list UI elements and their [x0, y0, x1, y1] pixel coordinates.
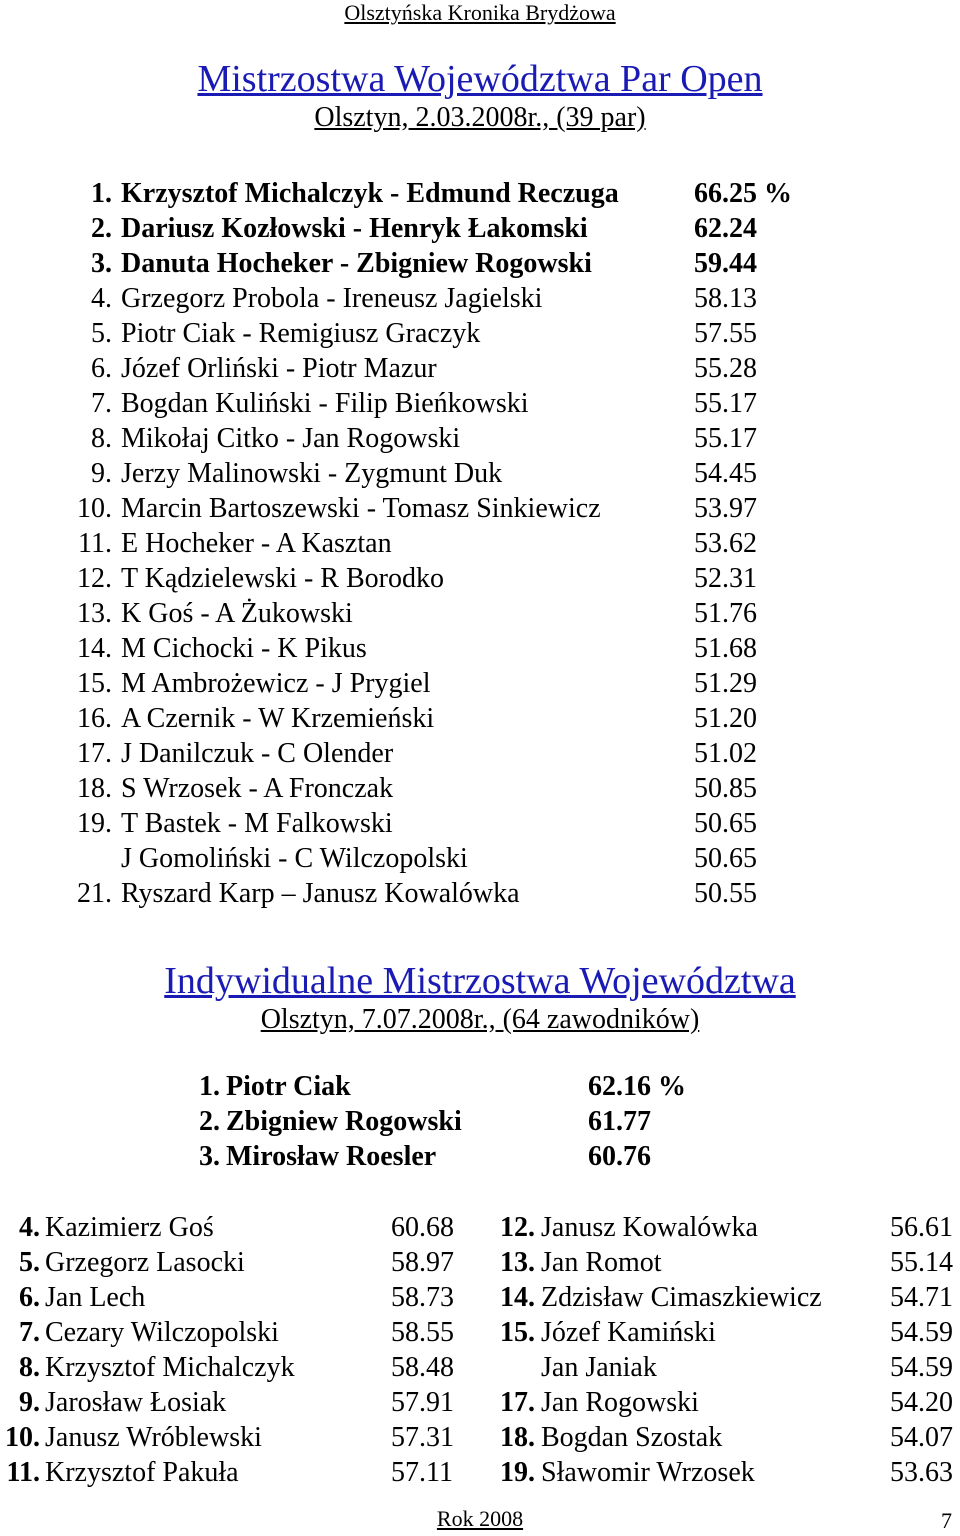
result-row [0, 561, 960, 596]
score-value: 62.24 [694, 213, 757, 244]
result-row [0, 771, 960, 806]
player-names: Krzysztof Pakuła [45, 1457, 239, 1488]
result-row [0, 456, 960, 491]
result-row [0, 1385, 960, 1420]
player-names: A Czernik - W Krzemieński [121, 703, 435, 734]
result-row [0, 841, 960, 876]
rank-number: 7. [19, 1317, 40, 1348]
score-value: 50.85 [694, 773, 757, 804]
rank-number: 13. [77, 598, 112, 629]
result-row [0, 631, 960, 666]
player-names: Bogdan Szostak [541, 1422, 723, 1453]
player-names: Jan Romot [541, 1247, 662, 1278]
score-value: 57.55 [694, 318, 757, 349]
section-title-individual: Indywidualne Mistrzostwa Województwa [164, 960, 796, 1002]
player-names: Zdzisław Cimaszkiewicz [541, 1282, 822, 1313]
score-value: 61.77 [588, 1106, 651, 1137]
result-row [0, 1104, 960, 1139]
rank-number: 17. [77, 738, 112, 769]
result-row [0, 596, 960, 631]
player-names: Jan Rogowski [541, 1387, 699, 1418]
result-row [0, 1315, 960, 1350]
player-names: T Bastek - M Falkowski [121, 808, 393, 839]
result-row [0, 1455, 960, 1490]
score-value: 50.55 [694, 878, 757, 909]
score-value: 55.17 [694, 423, 757, 454]
score-value: 66.25 % [694, 178, 792, 209]
rank-number: 14. [500, 1282, 535, 1313]
score-value: 62.16 % [588, 1071, 686, 1102]
rank-number: 19. [77, 808, 112, 839]
score-value: 53.62 [694, 528, 757, 559]
result-row [0, 666, 960, 701]
score-value: 53.97 [694, 493, 757, 524]
rank-number: 5. [19, 1247, 40, 1278]
score-value: 50.65 [694, 808, 757, 839]
result-row [0, 1350, 960, 1385]
section-subtitle-individual: Olsztyn, 7.07.2008r., (64 zawodników) [260, 1004, 700, 1035]
page-footer: Rok 2008 [436, 1506, 524, 1531]
player-names: Dariusz Kozłowski - Henryk Łakomski [121, 213, 588, 244]
rank-number: 4. [91, 283, 112, 314]
score-value: 57.31 [391, 1422, 454, 1453]
score-value: 54.59 [890, 1352, 953, 1383]
result-row [0, 1139, 960, 1174]
score-value: 55.28 [694, 353, 757, 384]
result-row [0, 281, 960, 316]
result-row [0, 1420, 960, 1455]
score-value: 58.55 [391, 1317, 454, 1348]
score-value: 51.68 [694, 633, 757, 664]
score-value: 54.45 [694, 458, 757, 489]
rank-number: 18. [77, 773, 112, 804]
player-names: Jan Janiak [541, 1352, 657, 1383]
rank-number: 8. [19, 1352, 40, 1383]
rank-number: 2. [199, 1106, 220, 1137]
player-names: Mirosław Roesler [226, 1141, 437, 1172]
rank-number: 14. [77, 633, 112, 664]
result-row [0, 211, 960, 246]
result-row [0, 176, 960, 211]
result-row [0, 351, 960, 386]
score-value: 58.73 [391, 1282, 454, 1313]
rank-number: 6. [19, 1282, 40, 1313]
player-names: J Gomoliński - C Wilczopolski [121, 843, 468, 874]
score-value: 60.68 [391, 1212, 454, 1243]
player-names: Bogdan Kuliński - Filip Bieńkowski [121, 388, 529, 419]
rank-number: 1. [199, 1071, 220, 1102]
score-value: 55.14 [890, 1247, 953, 1278]
result-row [0, 316, 960, 351]
player-names: Jan Lech [45, 1282, 146, 1313]
player-names: Jerzy Malinowski - Zygmunt Duk [121, 458, 503, 489]
player-names: Józef Orliński - Piotr Mazur [121, 353, 437, 384]
player-names: Cezary Wilczopolski [45, 1317, 279, 1348]
score-value: 58.97 [391, 1247, 454, 1278]
player-names: Zbigniew Rogowski [226, 1106, 462, 1137]
player-names: E Hocheker - A Kasztan [121, 528, 392, 559]
score-value: 52.31 [694, 563, 757, 594]
player-names: Marcin Bartoszewski - Tomasz Sinkiewicz [121, 493, 601, 524]
player-names: M Cichocki - K Pikus [121, 633, 367, 664]
page-number: 7 [941, 1508, 952, 1533]
score-value: 60.76 [588, 1141, 651, 1172]
player-names: M Ambrożewicz - J Prygiel [121, 668, 431, 699]
player-names: K Goś - A Żukowski [121, 598, 353, 629]
player-names: Sławomir Wrzosek [541, 1457, 755, 1488]
score-value: 51.20 [694, 703, 757, 734]
rank-number: 7. [91, 388, 112, 419]
section-subtitle-pairs: Olsztyn, 2.03.2008r., (39 par) [314, 102, 646, 133]
result-row [0, 246, 960, 281]
rank-number: 3. [199, 1141, 220, 1172]
score-value: 54.20 [890, 1387, 953, 1418]
score-value: 51.02 [694, 738, 757, 769]
score-value: 54.59 [890, 1317, 953, 1348]
player-names: Janusz Wróblewski [45, 1422, 262, 1453]
rank-number: 15. [500, 1317, 535, 1348]
player-names: Piotr Ciak - Remigiusz Graczyk [121, 318, 481, 349]
rank-number: 21. [77, 878, 112, 909]
score-value: 51.29 [694, 668, 757, 699]
player-names: S Wrzosek - A Fronczak [121, 773, 394, 804]
rank-number: 13. [500, 1247, 535, 1278]
page-header: Olsztyńska Kronika Brydżowa [344, 0, 616, 25]
player-names: Grzegorz Probola - Ireneusz Jagielski [121, 283, 543, 314]
player-names: Jarosław Łosiak [45, 1387, 227, 1418]
result-row [0, 386, 960, 421]
section-title-pairs: Mistrzostwa Województwa Par Open [197, 58, 763, 100]
score-value: 54.71 [890, 1282, 953, 1313]
player-names: J Danilczuk - C Olender [121, 738, 394, 769]
rank-number: 18. [500, 1422, 535, 1453]
rank-number: 11. [78, 528, 112, 559]
result-row [0, 1069, 960, 1104]
rank-number: 10. [77, 493, 112, 524]
rank-number: 15. [77, 668, 112, 699]
score-value: 59.44 [694, 248, 757, 279]
rank-number: 9. [91, 458, 112, 489]
rank-number: 12. [500, 1212, 535, 1243]
player-names: Krzysztof Michalczyk - Edmund Reczuga [121, 178, 619, 209]
player-names: Grzegorz Lasocki [45, 1247, 245, 1278]
rank-number: 8. [91, 423, 112, 454]
result-row [0, 701, 960, 736]
score-value: 51.76 [694, 598, 757, 629]
result-row [0, 1210, 960, 1245]
rank-number: 1. [91, 178, 112, 209]
rank-number: 16. [77, 703, 112, 734]
player-names: Józef Kamiński [541, 1317, 716, 1348]
player-names: Mikołaj Citko - Jan Rogowski [121, 423, 461, 454]
rank-number: 12. [77, 563, 112, 594]
rank-number: 19. [500, 1457, 535, 1488]
player-names: Danuta Hocheker - Zbigniew Rogowski [121, 248, 592, 279]
score-value: 55.17 [694, 388, 757, 419]
score-value: 57.91 [391, 1387, 454, 1418]
result-row [0, 876, 960, 911]
score-value: 58.48 [391, 1352, 454, 1383]
rank-number: 4. [19, 1212, 40, 1243]
result-row [0, 736, 960, 771]
rank-number: 3. [91, 248, 112, 279]
rank-number: 9. [19, 1387, 40, 1418]
player-names: Kazimierz Goś [45, 1212, 214, 1243]
player-names: Ryszard Karp – Janusz Kowalówka [121, 878, 520, 909]
score-value: 53.63 [890, 1457, 953, 1488]
result-row [0, 1280, 960, 1315]
rank-number: 2. [91, 213, 112, 244]
player-names: Piotr Ciak [226, 1071, 351, 1102]
result-row [0, 491, 960, 526]
score-value: 56.61 [890, 1212, 953, 1243]
rank-number: 6. [91, 353, 112, 384]
score-value: 58.13 [694, 283, 757, 314]
score-value: 54.07 [890, 1422, 953, 1453]
player-names: Krzysztof Michalczyk [45, 1352, 295, 1383]
result-row [0, 421, 960, 456]
rank-number: 10. [5, 1422, 40, 1453]
player-names: T Kądzielewski - R Borodko [121, 563, 444, 594]
rank-number: 17. [500, 1387, 535, 1418]
player-names: Janusz Kowalówka [541, 1212, 758, 1243]
result-row [0, 806, 960, 841]
rank-number: 11. [6, 1457, 40, 1488]
score-value: 50.65 [694, 843, 757, 874]
score-value: 57.11 [391, 1457, 453, 1488]
rank-number: 5. [91, 318, 112, 349]
result-row [0, 526, 960, 561]
result-row [0, 1245, 960, 1280]
